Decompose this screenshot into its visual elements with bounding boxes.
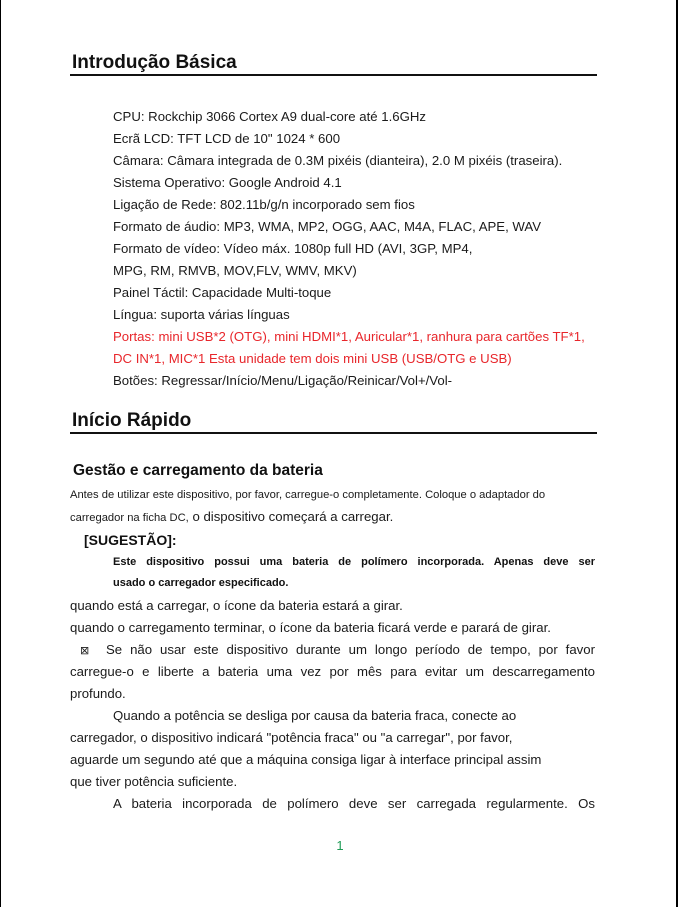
spec-ports: Portas: mini USB*2 (OTG), mini HDMI*1, Auricular*1, ranhura para cartões TF*1, [113,329,585,344]
spec-audio: Formato de áudio: MP3, WMA, MP2, OGG, AAC, M4A, FLAC, APE, WAV [113,219,541,234]
page-number: 1 [336,838,344,853]
intro-line-1: Antes de utilizar este dispositivo, por favor, carregue-o completamente. Coloque o adaptador do [70,489,546,501]
para2-line-4: que tiver potência suficiente. [70,774,238,789]
para2-line-3: aguarde um segundo até que a máquina consiga ligar à interface principal assim [70,752,542,767]
charged-line: quando o carregamento terminar, o ícone da bateria ficará verde e parará de girar. [70,620,551,635]
tip-line-2: usado o carregador especificado. [113,577,289,589]
tip-line-1: Este dispositivo possui uma bateria de polímero incorporada. Apenas deve ser [113,556,595,568]
spec-os: Sistema Operativo: Google Android 4.1 [113,175,342,190]
para1-line-3: profundo. [70,686,126,701]
section-title-intro: Introdução Básica [72,52,237,73]
spec-network: Ligação de Rede: 802.11b/g/n incorporado sem fios [113,197,415,212]
charging-line: quando está a carregar, o ícone da bateria estará a girar. [70,598,403,613]
spec-lcd: Ecrã LCD: TFT LCD de 10" 1024 * 600 [113,131,341,146]
para2-line-1: Quando a potência se desliga por causa da bateria fraca, conecte ao [113,708,517,723]
para2-line-2: carregador, o dispositivo indicará "potência fraca" ou "a carregar", por favor, [70,730,513,745]
para3-line-1: A bateria incorporada de polímero deve ser carregada regularmente. Os [113,796,595,811]
section-title-rule [70,74,597,76]
subsection-title-battery: Gestão e carregamento da bateria [73,462,323,479]
intro-line-2: carregador na ficha DC, o dispositivo começará a carregar. [70,509,394,524]
section-title-rule-2 [70,432,597,434]
spec-buttons: Botões: Regressar/Início/Menu/Ligação/Reinicar/Vol+/Vol- [113,373,453,388]
para1-line-2: carregue-o e liberte a bateria uma vez por mês para evitar um descarregamento [70,664,595,679]
para1-line-1: ⊠ Se não usar este dispositivo durante um longo período de tempo, por favor [70,642,595,657]
spec-video: Formato de vídeo: Vídeo máx. 1080p full HD (AVI, 3GP, MP4, [113,241,473,256]
spec-ports-cont: DC IN*1, MIC*1 Esta unidade tem dois mini USB (USB/OTG e USB) [113,351,512,366]
spec-touch: Painel Táctil: Capacidade Multi-toque [113,285,332,300]
spec-camera: Câmara: Câmara integrada de 0.3M pixéis (dianteira), 2.0 M pixéis (traseira). [113,153,563,168]
checkbox-x-icon: ⊠ [80,645,90,657]
spec-language: Língua: suporta várias línguas [113,307,290,322]
spec-video-cont: MPG, RM, RMVB, MOV,FLV, WMV, MKV) [113,263,357,278]
section-title-quickstart: Início Rápido [72,410,192,431]
page-left-border [0,0,1,907]
tip-title: [SUGESTÃO]: [84,532,177,548]
spec-cpu: CPU: Rockchip 3066 Cortex A9 dual-core até 1.6GHz [113,109,426,124]
page-right-border [676,0,678,907]
